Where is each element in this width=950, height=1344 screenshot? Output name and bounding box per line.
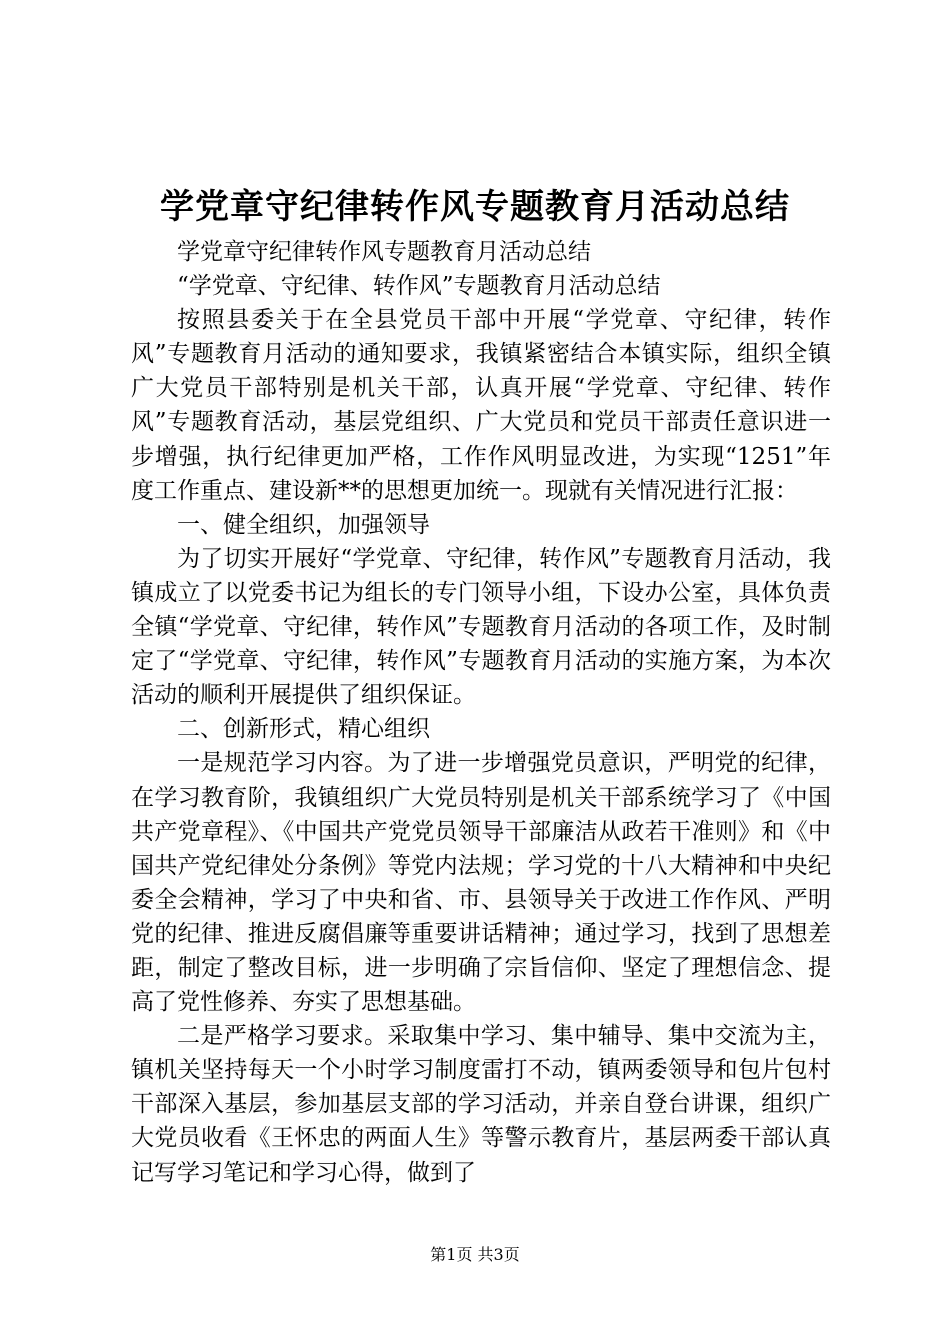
section-heading-2: 二、创新形式，精心组织 bbox=[177, 716, 430, 743]
document-body bbox=[131, 235, 831, 1190]
paragraph-study-content: 一是规范学习内容。为了进一步增强党员意识，严明党的纪律，在学习教育阶，我镇组织广大党员特别是机关干部系统学习了《中国共产党章程》、《中国共产党党员领导干部廉洁从政若干准则》和《中国共产党纪律处分条例》等党内法规；学习党的十八大精神和中央纪委全会精神，学习了中央和省、市、县领导关于改进工作作风、严明党的纪律、推进反腐倡廉等重要讲话精神；通过学习，找到了思想差距，制定了整改目标，进一步明确了宗旨信仰、坚定了理想信念、提高了党性修养、夯实了思想基础。 bbox=[131, 750, 831, 1016]
paragraph-section-1: 为了切实开展好“学党章、守纪律，转作风”专题教育月活动，我镇成立了以党委书记为组长的专门领导小组，下设办公室，具体负责全镇“学党章、守纪律，转作风”专题教育月活动的各项工作，及时制定了“学党章、守纪律，转作风”专题教育月活动的实施方案，为本次活动的顺利开展提供了组织保证。 bbox=[131, 545, 831, 709]
paragraph-subtitle-quoted: “学党章、守纪律、转作风”专题教育月活动总结 bbox=[177, 273, 661, 300]
document-title: 学党章守纪律转作风专题教育月活动总结 bbox=[160, 187, 790, 227]
section-heading-1: 一、健全组织，加强领导 bbox=[177, 511, 430, 538]
page-number-footer: 第1页 共3页 bbox=[430, 1245, 520, 1264]
paragraph-subtitle: 学党章守纪律转作风专题教育月活动总结 bbox=[177, 239, 591, 265]
paragraph-study-requirements: 二是严格学习要求。采取集中学习、集中辅导、集中交流为主，镇机关坚持每天一个小时学习制度雷打不动，镇两委领导和包片包村干部深入基层，参加基层支部的学习活动，并亲自登台讲课，组织广大党员收看《王怀忠的两面人生》等警示教育片，基层两委干部认真记写学习笔记和学习心得，做到了 bbox=[131, 1023, 831, 1186]
paragraph-intro: 按照县委关于在全县党员干部中开展“学党章、守纪律，转作风”专题教育月活动的通知要求，我镇紧密结合本镇实际，组织全镇广大党员干部特别是机关干部，认真开展“学党章、守纪律、转作风”专题教育活动，基层党组织、广大党员和党员干部责任意识进一步增强，执行纪律更加严格，工作作风明显改进，为实现“1251”年度工作重点、建设新**的思想更加统一。现就有关情况进行汇报： bbox=[131, 307, 831, 504]
